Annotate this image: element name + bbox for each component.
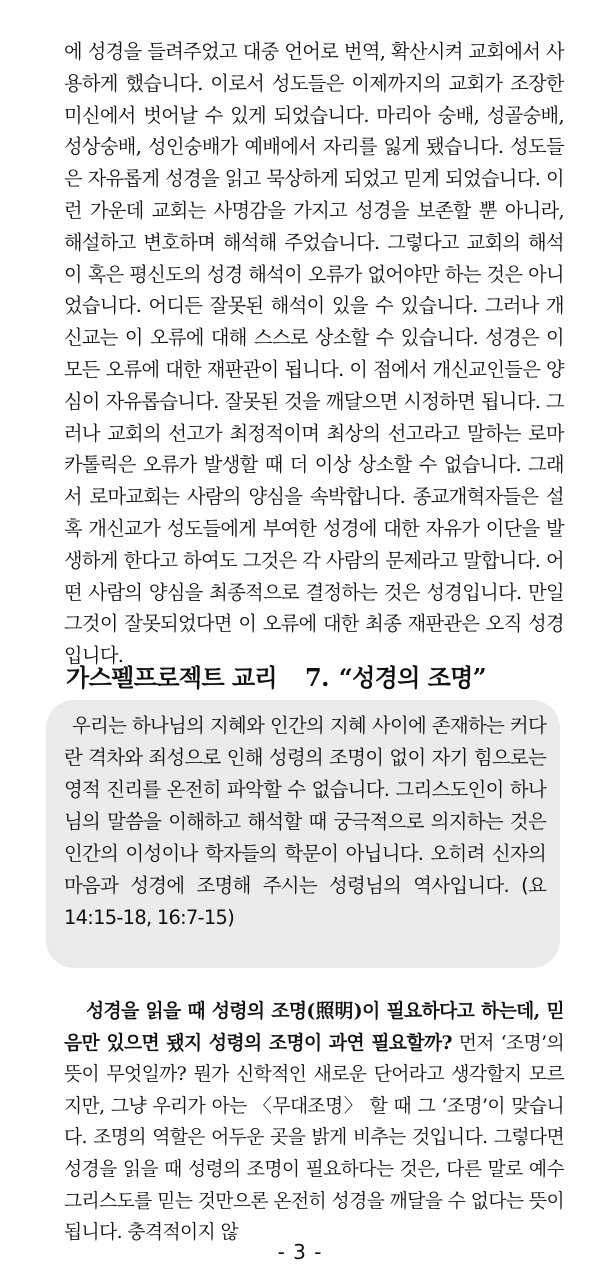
page-number: - 3 - — [277, 1240, 323, 1264]
section-heading — [66, 658, 570, 698]
body-paragraph-3 — [64, 996, 564, 1249]
summary-text: 우리는 하나님의 지혜와 인간의 지혜 사이에 존재하는 커다란 격차와 죄성으로 인해 성령의 조명이 없이 자기 힘으로는 영적 진리를 온전히 파악할 수 없습니다. 그리스도인이 하나님의 말씀을 이해하고 해석할 때 궁극적으로 의지하는 것은 인간의 이성이나 학자들의 학문이 아닙니다. 오히려 신자의 마음과 성경에 조명해 주시는 성령님의 역사입니다. (요14:15-18, 16:7-15) — [64, 714, 546, 929]
paragraph-lead-question: 성경을 읽을 때 성령의 조명(照明)이 필요하다고 하는데, 믿음만 있으면 됐지 성령의 조명이 과연 필요할까? — [64, 1000, 564, 1054]
paragraph-text: 에 성경을 들려주었고 대중 언어로 번역, 확산시켜 교회에서 사용하게 했습니다. 이로서 성도들은 이제까지의 교회가 조장한 미신에서 벗어날 수 있게 되었습니다. 마리아 숭배, 성골숭배, 성상숭배, 성인숭배가 예배에서 자리를 잃게 됐습니다. 성도들은 자유롭게 성경을 읽고 묵상하게 되었고 믿게 되었습니다. 이런 가운데 교회는 사명감을 가지고 성경을 보존할 뿐 아니라, 해설하고 변호하며 해석해 주었습니다. 그렇다고 교회의 해석이 혹은 평신도의 성경 해석이 오류가 없어야만 하는 것은 아니었습니다. 어디든 잘못된 해석이 있을 수 있습니다. 그러나 개신교는 이 오류에 대해 스스로 상소할 수 있습니다. 성경은 이 모든 오류에 대한 재판관이 됩니다. 이 점에서 개신교인들은 양심이 자유롭습니다. 잘못된 것을 깨달으면 시정하면 됩니다. 그러나 교회의 선고가 최정적이며 최상의 선고라고 말하는 로마카톨릭은 오류가 발생할 때 더 이상 상소할 수 없습니다. 그래서 로마교회는 사람의 양심을 속박합니다. 종교개혁자들은 설혹 개신교가 성도들에게 부여한 성경에 대한 자유가 이단을 발생하게 한다고 하여도 그것은 각 사람의 문제라고 말합니다. 어떤 사람의 양심을 최종적으로 결정하는 것은 성경입니다. 만일 그것이 잘못되었다면 이 오류에 대한 최종 재판관은 오직 성경입니다. — [64, 40, 564, 668]
heading-title: “성경의 조명” — [338, 663, 486, 692]
paragraph-body: 먼저 ‘조명’의 뜻이 무엇일까? 뭔가 신학적인 새로운 단어라고 생각할지 모르지만, 그냥 우리가 아는 〈무대조명〉 할 때 그 ‘조명’이 맞습니다. 조명의 역할은 어두운 곳을 밝게 비추는 것입니다. 그렇다면 성경을 읽을 때 성령의 조명이 필요하다는 것은, 다른 말로 예수 그리스도를 믿는 것만으론 온전히 성경을 깨달을 수 없다는 뜻이 됩니다. 충격적이지 않 — [64, 1032, 564, 1244]
body-paragraph-1 — [64, 36, 564, 672]
heading-number: 7. — [305, 663, 329, 692]
heading-series: 가스펠프로젝트 교리 — [66, 663, 278, 692]
summary-box — [46, 700, 560, 968]
paragraph-text — [64, 996, 564, 1249]
